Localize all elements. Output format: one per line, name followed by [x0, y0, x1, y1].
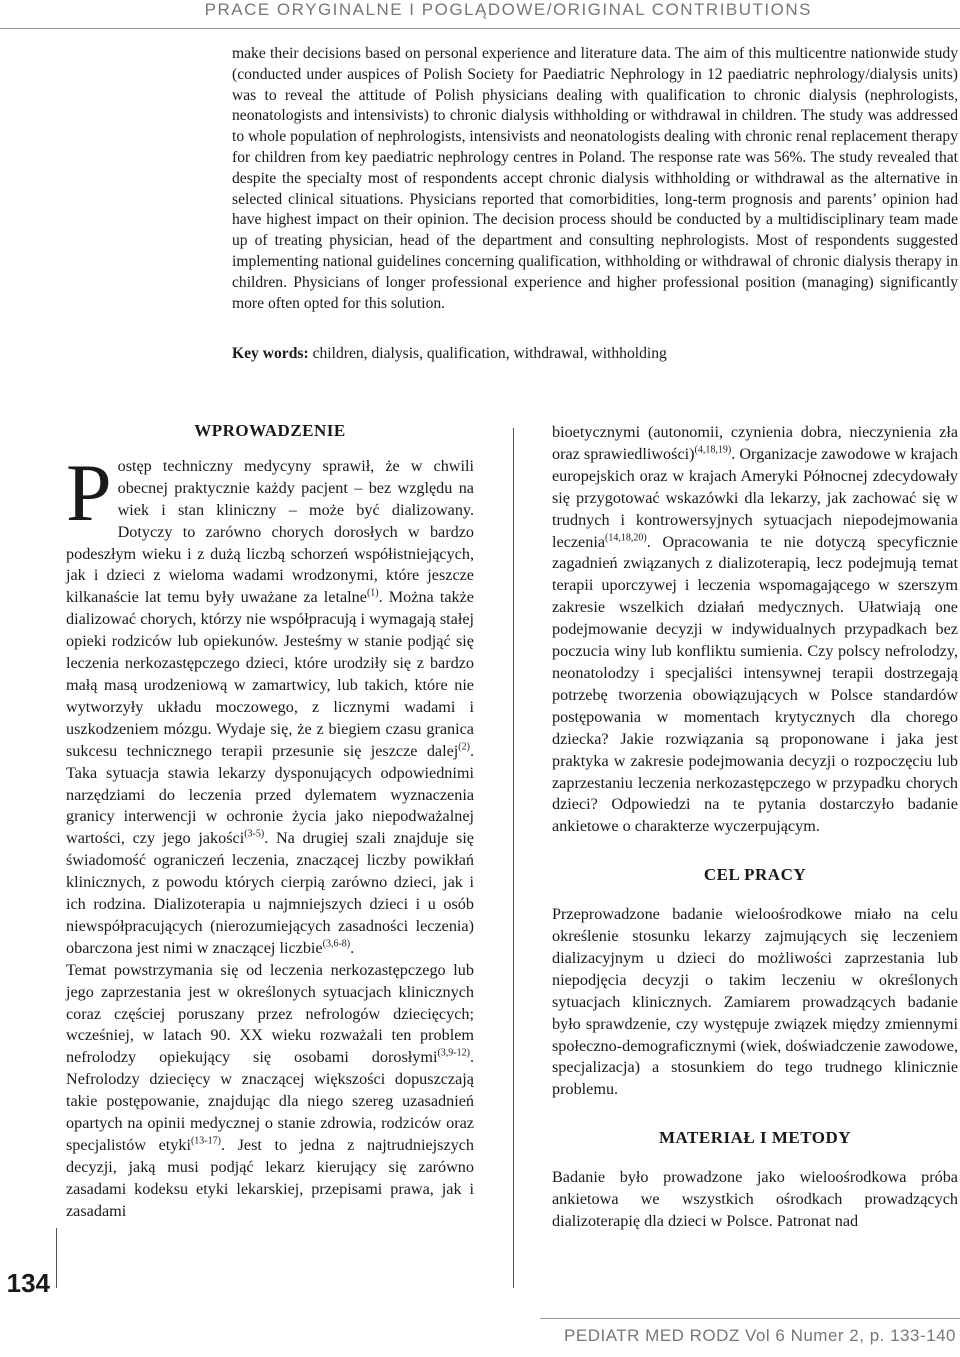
keywords: [232, 344, 958, 364]
text-run: . Na drugiej szali znajduje się świadomość ograniczeń leczenia, znaczącej liczby powikłań klinicznych, z powodu których cierpią zarówno dzieci, jak i ich rodzina. Dializoterapia u najmniejszych dzieci i u osób niewspółpracujących (nierozumiejących zasadności leczenia) obarczona jest nimi w znaczącej liczbie: [66, 829, 474, 957]
methods-paragraph: Badanie było prowadzone jako wieloośrodkowa próba ankietowa we wszystkich ośrodkach prowadzących dializoterapię dla dzieci w Polsce. Patronat nad: [552, 1168, 958, 1230]
section-heading-intro: WPROWADZENIE: [194, 421, 346, 440]
abstract: [232, 44, 958, 314]
abstract-text: make their decisions based on personal experience and literature data. The aim of this multicentre nationwide study (conducted under auspices of Polish Society for Paediatric Nephrology in 12 paediatric nephrology/dialysis units) was to reveal the attitude of Polish physicians dealing with qualification to chronic dialysis (nephrologists, neonatologists and intensivists) to chronic dialysis withholding or withdrawal in children. The study was addressed to whole population of nephrologists, intensivists and neonatologists dealing with chronic renal replacement therapy for children from key paediatric nephrology centres in Poland. The response rate was 56%. The study revealed that despite the specialty most of respondents accept chronic dialysis withholding or withdrawal as the alternative in selected clinical situations. Physicians reported that comorbidities, long-term prognosis and parents’ opinion had have highest impact on their opinion. The decision process should be conducted by a multidisciplinary team made up of treating physician, head of the department and consulting nephrologists. Most of respondents suggested implementing national guidelines concerning qualification, withholding or withdrawal of chronic dialysis therapy in children. Physicians of longer professional experience and higher professional position (managing) significantly more often opted for this solution.: [232, 45, 958, 312]
citation: (3,6-8): [322, 938, 351, 950]
citation: (1): [366, 587, 379, 599]
text-run: . Organizacje zawodowe w krajach europejskich oraz w krajach Ameryki Północnej zdecydowały się przygotować wskazówki dla lekarzy, jak zachować się w trudnych i kontrowersyjnych sytuacjach niepodejmowania leczenia: [552, 444, 958, 551]
section-heading-methods: MATERIAŁ I METODY: [658, 1128, 852, 1148]
column-divider: [513, 428, 514, 1288]
text-run: . Nefrolodzy dziecięcy w znaczącej większości dopuszczają takie postępowanie, znajdując dla niego szereg uzasadnień opartych na opinii medycznej o stanie zdrowia, rodziców oraz specjalistów etyki: [66, 1048, 474, 1154]
text-run: . Można także dializować chorych, którzy nie współpracują i wymagają stałej opieki rodziców lub opiekunów. Jesteśmy w stanie podjąć się leczenia nerkozastępczego dzieci, które urodziły się z bardzo małą masą urodzeniową w zamartwicy, lub takich, które nie wytworzyły układu moczowego, z licznymi wadami i uszkodzeniem mózgu. Wydaje się, że z biegiem czasu granica sukcesu technicznego terapii przesunie się jeszcze dalej: [66, 588, 474, 760]
left-column: [66, 420, 474, 1223]
citation: (3-5): [244, 828, 265, 840]
journal-citation-footer: PEDIATR MED RODZ Vol 6 Numer 2, p. 133-140: [564, 1326, 956, 1345]
text-run: Temat powstrzymania się od leczenia nerkozastępczego lub jego zaprzestania jest w określonych sytuacjach klinicznych coraz częściej poruszany przez nefrologów dziecięcych; wcześniej, w latach 90. XX wieku rozważali ten problem nefrolodzy opiekujący się osobami dorosłymi: [66, 960, 474, 1067]
citation: (2): [458, 741, 470, 753]
header-rule: [0, 28, 960, 29]
aim-paragraph: Przeprowadzone badanie wieloośrodkowe miało na celu określenie stosunku lekarzy zajmujących się leczeniem dializacyjnym u dzieci do możliwości zaprzestania lub niepodjęcia decyzji o takim leczeniu w określonych sytuacjach klinicznych. Zamiarem prowadzących badanie było sprawdzenie, czy występuje związek między zmiennymi społeczno-demograficznymi (wiek, doświadczenie zawodowe, specjalizacja) a stosunkiem do tego trudnego klinicznie problemu.: [552, 905, 958, 1099]
keywords-label: Key words:: [232, 345, 309, 362]
keywords-list: children, dialysis, qualification, withdrawal, withholding: [308, 345, 667, 362]
drop-cap: P: [66, 446, 112, 538]
section-heading-aim: CEL PRACY: [703, 865, 807, 885]
page-number-rule: [56, 1228, 57, 1288]
footer-rule: [540, 1318, 960, 1319]
citation: (13-17): [190, 1135, 221, 1147]
right-column: [552, 422, 958, 1233]
text-run: . Taka sytuacja stawia lekarzy dysponujących odpowiednimi narzędziami do leczenia przed dylematem wyznaczenia granicy interwencji w ochronie życia jako niepodważalnej wartości, czy jego jakości: [66, 741, 474, 848]
text-run: .: [350, 938, 355, 957]
page-number: 134: [6, 1268, 50, 1298]
text-run: . Jest to jedna z najtrudniejszych decyzji, jaką musi podjąć lekarz kierujący się zarówno zasadami kodeksu etyki lekarskiej, przepisami prawa, jak i zasadami: [66, 1136, 474, 1220]
citation: (14,18,20): [605, 532, 647, 544]
citation: (4,18,19): [694, 444, 732, 456]
text-run: ostęp techniczny medycyny sprawił, że w chwili obecnej praktycznie każdy pacjent – bez względu na wiek i stan kliniczny – może być dializowany. Dotyczy to zarówno chorych dorosłych w bardzo podeszłym wieku i z dużą liczbą schorzeń współistniejących, jak i dzieci z wieloma wadami wrodzonymi, które jeszcze kilkanaście lat temu były uważane za letalne: [66, 456, 474, 607]
citation: (3,9-12): [437, 1047, 470, 1059]
text-run: bioetycznymi (autonomii, czynienia dobra, nieczynienia zła oraz sprawiedliwości): [552, 423, 958, 463]
intro-paragraph-2: [66, 960, 474, 1223]
intro-paragraph-3: [552, 422, 958, 838]
intro-paragraph-1: [66, 446, 474, 960]
running-header: PRACE ORYGINALNE I POGLĄDOWE/ORIGINAL CONTRIBUTIONS: [204, 0, 812, 19]
text-run: . Opracowania te nie dotyczą specyficznie zagadnień związanych z dializoterapią, lecz podejmują temat terapii uporczywej i leczenia wspomagającego w szerszym zakresie wszelkich działań medycznych. Ułatwiają one podejmowanie decyzji w indywidualnych przypadkach bez poczucia winy lub konfliktu sumienia. Czy polscy nefrolodzy, neonatolodzy i specjaliści intensywnej terapii dostrzegają potrzebę tworzenia obowiązujących w Polsce standardów postępowania w momentach krytycznych dla chorego dziecka? Jakie rozwiązania są proponowane i jaka jest praktyka w zakresie podejmowania decyzji o rozpoczęciu lub zaprzestaniu leczenia nerkozastępczego w przypadku chorych dzieci? Odpowiedzi na te pytania dostarczyło badanie ankietowe o charakterze wyczerpującym.: [552, 532, 958, 836]
